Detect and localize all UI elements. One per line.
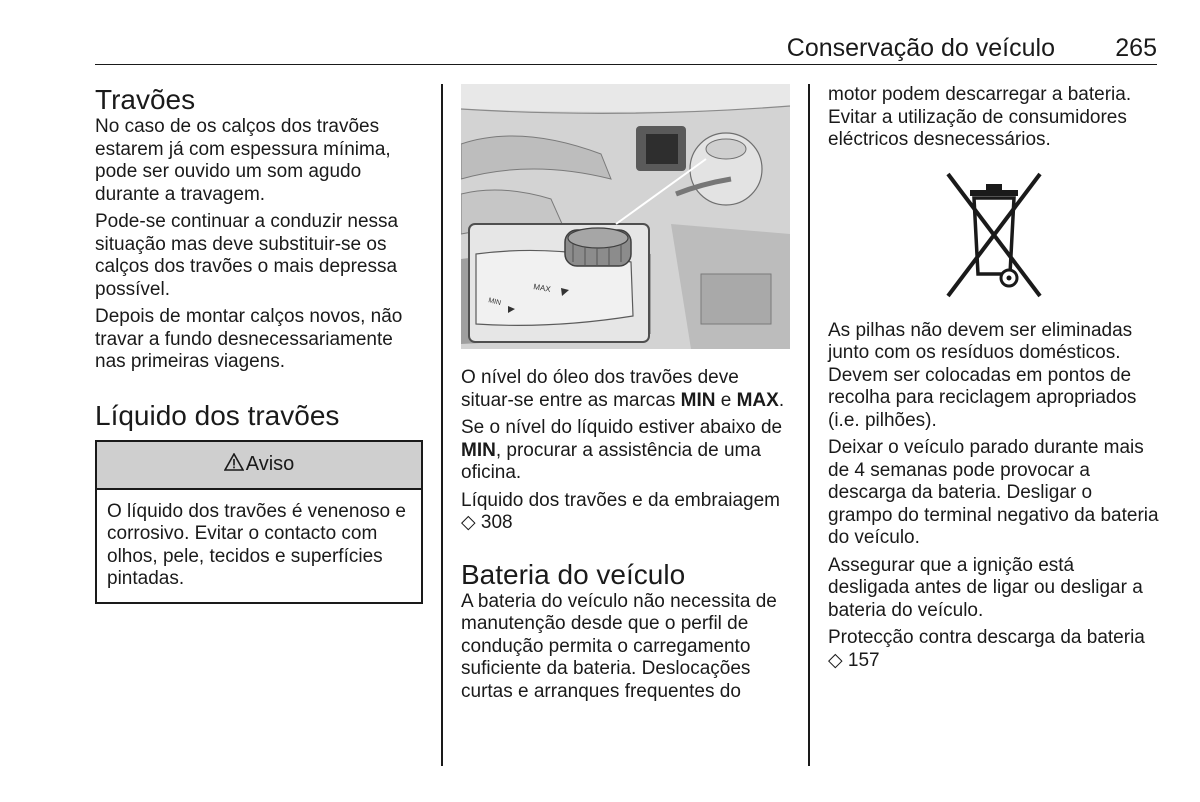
warning-header bbox=[97, 442, 421, 490]
column-divider-2 bbox=[808, 84, 810, 766]
min-mark-label: MIN bbox=[487, 297, 502, 308]
battery-continued-paragraph: motor podem descarregar a bateria. Evitar a utilização de consumidores eléctricos desnecessários. bbox=[828, 84, 1132, 150]
page-header bbox=[95, 30, 1157, 65]
battery-paragraph-1: A bateria do veículo não necessita de manutenção desde que o perfil de condução permita o carregamento suficiente da bateria. Deslocações curtas e arranques frequentes do bbox=[461, 590, 777, 702]
min-mark-text: MIN bbox=[680, 389, 716, 411]
column-2 bbox=[461, 84, 793, 708]
column-divider-1 bbox=[441, 84, 443, 766]
warning-title: Aviso bbox=[245, 453, 295, 476]
max-mark-text: MAX bbox=[736, 389, 779, 411]
warning-text: O líquido dos travões é venenoso e corrosivo. Evitar o contacto com olhos, pele, tecidos e superfícies pintadas. bbox=[107, 500, 406, 589]
warning-triangle-icon bbox=[224, 453, 244, 477]
column-1 bbox=[95, 84, 425, 604]
brake-fluid-reservoir-photo bbox=[461, 84, 790, 349]
section-title: Conservação do veículo bbox=[786, 34, 1055, 62]
brakes-heading: Travões bbox=[95, 84, 196, 115]
battery-discharge-paragraph: Deixar o veículo parado durante mais de 4 semanas pode provocar a descarga da bateria. Desligar o grampo do terminal negativo da bateria do veículo. bbox=[828, 437, 1159, 548]
battery-disposal-paragraph: As pilhas não devem ser eliminadas junto com os resíduos domésticos. Devem ser colocadas em pontos de recolha para reciclagem apropriados (i.e. pilhões). bbox=[828, 319, 1137, 431]
brakes-paragraph-3: Depois de montar calços novos, não travar a fundo desnecessariamente nas primeiras viagens. bbox=[95, 306, 403, 372]
page-number: 265 bbox=[1115, 34, 1157, 62]
ignition-paragraph: Assegurar que a ignição está desligada antes de ligar ou desligar a bateria do veículo. bbox=[828, 554, 1143, 621]
crossed-bin-icon bbox=[944, 170, 1044, 300]
fluid-reference: Líquido dos travões e da embraiagem ◇ 308 bbox=[461, 489, 780, 533]
reference-page-link[interactable]: 157 bbox=[847, 649, 880, 671]
brakes-paragraph-1: No caso de os calços dos travões estarem já com espessura mínima, pode ser ouvido um som agudo durante a travagem. bbox=[95, 116, 391, 205]
discharge-protection-reference: Protecção contra descarga da bateria ◇ 157 bbox=[828, 627, 1145, 671]
column-3 bbox=[828, 84, 1160, 677]
reference-page-link[interactable]: 308 bbox=[480, 512, 513, 533]
fluid-below-min-paragraph: Se o nível do líquido estiver abaixo de MIN, procurar a assistência de uma oficina. bbox=[461, 417, 783, 483]
fluid-level-paragraph: O nível do óleo dos travões deve situar-se entre as marcas MIN e MAX. bbox=[461, 367, 785, 411]
brakes-paragraph-2: Pode-se continuar a conduzir nessa situação mas deve substituir-se os calços dos travões o mais depressa possível. bbox=[95, 211, 399, 300]
min-mark-text: MIN bbox=[461, 439, 496, 461]
max-mark-label: MAX bbox=[532, 282, 552, 294]
warning-box bbox=[95, 440, 423, 604]
reference-arrow-icon: ◇ bbox=[828, 649, 843, 671]
battery-heading: Bateria do veículo bbox=[461, 558, 686, 590]
brake-fluid-heading: Líquido dos travões bbox=[95, 399, 340, 431]
reference-arrow-icon: ◇ bbox=[461, 512, 476, 533]
